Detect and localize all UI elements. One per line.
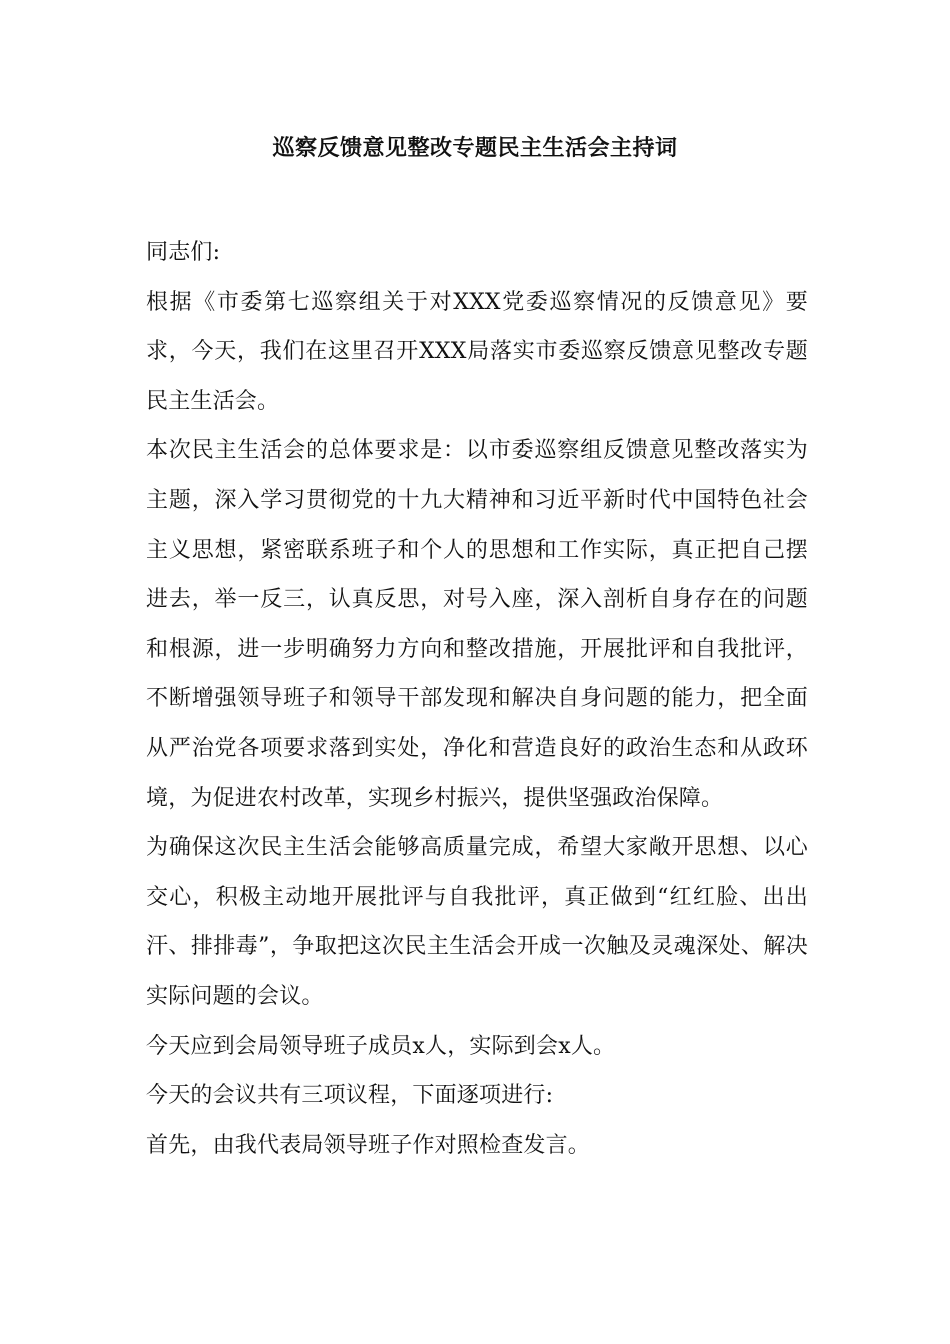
document-title: 巡察反馈意见整改专题民主生活会主持词 bbox=[272, 135, 678, 161]
paragraph-first-item: 首先，由我代表局领导班子作对照检查发言。 bbox=[146, 1132, 591, 1158]
paragraph-salutation: 同志们: bbox=[146, 240, 221, 265]
paragraph-agenda: 今天的会议共有三项议程，下面逐项进行: bbox=[146, 1083, 554, 1109]
paragraph-requirements: 本次民主生活会的总体要求是：以市委巡察组反馈意见整改落实为主题，深入学习贯彻党的十九大精神和习近平新时代中国特色社会主义思想，紧密联系班子和个人的思想和工作实际，真正把自己摆进去，举一反三，认真反思，对号入座，深入剖析自身存在的问题和根源，进一步明确努力方向和整改措施，开展批评和自我批评，不断增强领导班子和领导干部发现和解决自身问题的能力，把全面从严治党各项要求落到实处，净化和营造良好的政治生态和从政环境，为促进农村改革，实现乡村振兴，提供坚强政治保障。 bbox=[146, 438, 808, 811]
document-body bbox=[146, 228, 808, 1170]
paragraph-attendance: 今天应到会局领导班子成员x人，实际到会x人。 bbox=[146, 1033, 616, 1059]
paragraph-intro: 根据《市委第七巡察组关于对XXX党委巡察情况的反馈意见》要求，今天，我们在这里召开XXX局落实市委巡察反馈意见整改专题民主生活会。 bbox=[146, 289, 808, 414]
paragraph-expectations: 为确保这次民主生活会能够高质量完成，希望大家敞开思想、以心交心，积极主动地开展批评与自我批评，真正做到“红红脸、出出汗、排排毒”，争取把这次民主生活会开成一次触及灵魂深处、解决实际问题的会议。 bbox=[146, 835, 808, 1009]
